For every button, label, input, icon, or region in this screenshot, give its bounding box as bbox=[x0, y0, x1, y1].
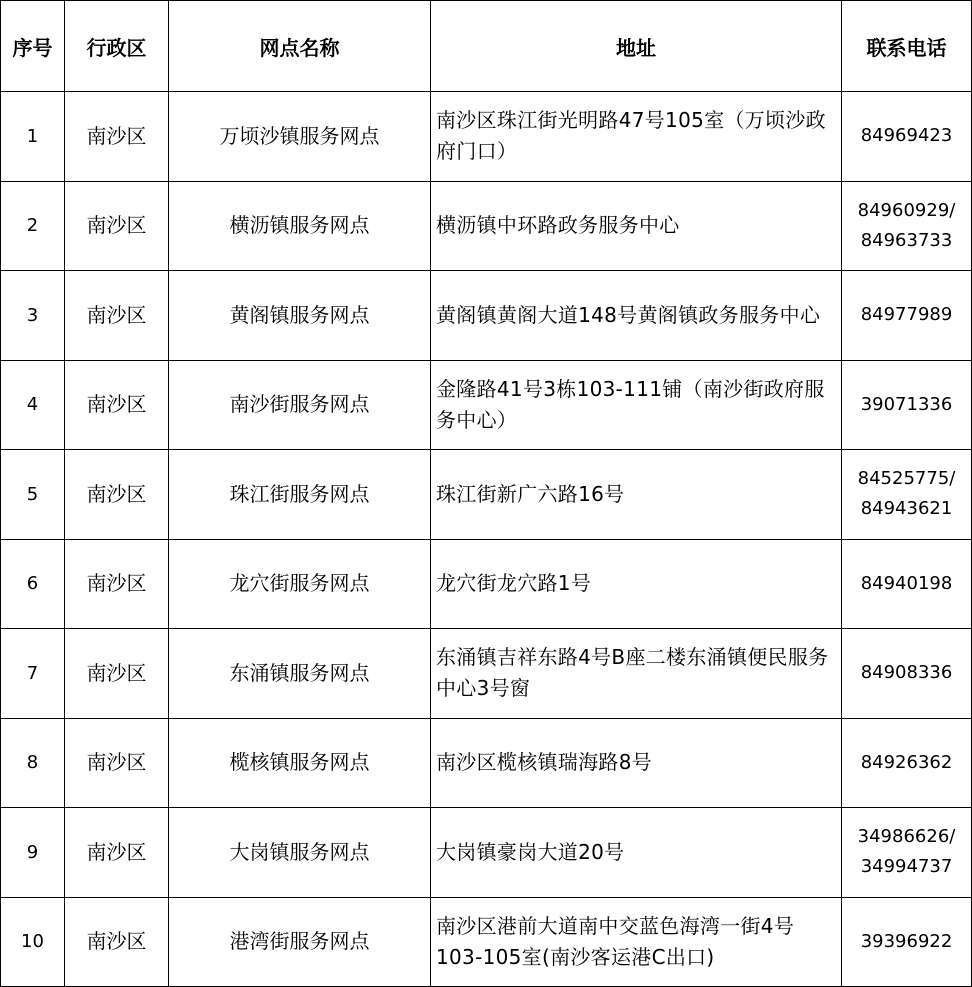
cell-address: 龙穴街龙穴路1号 bbox=[431, 539, 842, 629]
table-row bbox=[1, 629, 972, 719]
phone-number: 84943621 bbox=[860, 498, 953, 520]
header-phone: 联系电话 bbox=[842, 1, 972, 92]
cell-no: 6 bbox=[1, 539, 65, 629]
cell-no: 1 bbox=[1, 92, 65, 182]
cell-no: 4 bbox=[1, 360, 65, 450]
cell-address: 大岗镇豪岗大道20号 bbox=[431, 808, 842, 898]
cell-district: 南沙区 bbox=[65, 271, 169, 361]
cell-name: 龙穴街服务网点 bbox=[169, 539, 431, 629]
cell-name: 港湾街服务网点 bbox=[169, 897, 431, 987]
phone-number: 84963733 bbox=[860, 229, 953, 251]
cell-no: 10 bbox=[1, 897, 65, 987]
table-row bbox=[1, 181, 972, 271]
cell-phone bbox=[842, 450, 972, 540]
phone-number: 84908336 bbox=[860, 662, 953, 684]
phone-number: 84926362 bbox=[860, 751, 953, 773]
cell-address: 金隆路41号3栋103-111铺（南沙街政府服务中心） bbox=[431, 360, 842, 450]
cell-address: 南沙区港前大道南中交蓝色海湾一街4号103-105室(南沙客运港C出口) bbox=[431, 897, 842, 987]
cell-phone bbox=[842, 718, 972, 808]
phone-number: 34986626/ bbox=[857, 826, 956, 848]
cell-district: 南沙区 bbox=[65, 808, 169, 898]
phone-number: 84977989 bbox=[860, 304, 953, 326]
cell-name: 大岗镇服务网点 bbox=[169, 808, 431, 898]
phone-number: 84940198 bbox=[860, 572, 953, 594]
cell-phone bbox=[842, 271, 972, 361]
cell-address: 东涌镇吉祥东路4号B座二楼东涌镇便民服务中心3号窗 bbox=[431, 629, 842, 719]
cell-district: 南沙区 bbox=[65, 897, 169, 987]
table-body bbox=[1, 92, 972, 987]
cell-no: 8 bbox=[1, 718, 65, 808]
cell-phone bbox=[842, 181, 972, 271]
header-row bbox=[1, 1, 972, 92]
phone-number: 34994737 bbox=[860, 856, 953, 878]
phone-number: 84960929/ bbox=[857, 199, 956, 221]
cell-district: 南沙区 bbox=[65, 181, 169, 271]
cell-address: 黄阁镇黄阁大道148号黄阁镇政务服务中心 bbox=[431, 271, 842, 361]
table-row bbox=[1, 271, 972, 361]
phone-number: 39396922 bbox=[860, 930, 953, 952]
cell-address: 珠江街新广六路16号 bbox=[431, 450, 842, 540]
cell-phone bbox=[842, 539, 972, 629]
cell-no: 7 bbox=[1, 629, 65, 719]
cell-phone bbox=[842, 808, 972, 898]
cell-address: 南沙区榄核镇瑞海路8号 bbox=[431, 718, 842, 808]
cell-district: 南沙区 bbox=[65, 629, 169, 719]
table-row bbox=[1, 92, 972, 182]
cell-name: 万顷沙镇服务网点 bbox=[169, 92, 431, 182]
cell-phone bbox=[842, 92, 972, 182]
cell-district: 南沙区 bbox=[65, 360, 169, 450]
cell-name: 榄核镇服务网点 bbox=[169, 718, 431, 808]
table-row bbox=[1, 450, 972, 540]
cell-no: 9 bbox=[1, 808, 65, 898]
header-district: 行政区 bbox=[65, 1, 169, 92]
cell-name: 珠江街服务网点 bbox=[169, 450, 431, 540]
cell-name: 黄阁镇服务网点 bbox=[169, 271, 431, 361]
cell-no: 2 bbox=[1, 181, 65, 271]
cell-name: 南沙街服务网点 bbox=[169, 360, 431, 450]
table-row bbox=[1, 360, 972, 450]
cell-name: 横沥镇服务网点 bbox=[169, 181, 431, 271]
cell-address: 横沥镇中环路政务服务中心 bbox=[431, 181, 842, 271]
table-row bbox=[1, 808, 972, 898]
cell-district: 南沙区 bbox=[65, 92, 169, 182]
table-row bbox=[1, 897, 972, 987]
table-header bbox=[1, 1, 972, 92]
phone-number: 84525775/ bbox=[857, 468, 956, 490]
phone-number: 39071336 bbox=[860, 393, 953, 415]
header-address: 地址 bbox=[431, 1, 842, 92]
cell-address: 南沙区珠江街光明路47号105室（万顷沙政府门口） bbox=[431, 92, 842, 182]
cell-name: 东涌镇服务网点 bbox=[169, 629, 431, 719]
cell-district: 南沙区 bbox=[65, 718, 169, 808]
cell-no: 5 bbox=[1, 450, 65, 540]
phone-number: 84969423 bbox=[860, 125, 953, 147]
header-no: 序号 bbox=[1, 1, 65, 92]
cell-district: 南沙区 bbox=[65, 450, 169, 540]
cell-phone bbox=[842, 897, 972, 987]
table-row bbox=[1, 718, 972, 808]
header-name: 网点名称 bbox=[169, 1, 431, 92]
table-row bbox=[1, 539, 972, 629]
cell-no: 3 bbox=[1, 271, 65, 361]
cell-phone bbox=[842, 629, 972, 719]
cell-district: 南沙区 bbox=[65, 539, 169, 629]
cell-phone bbox=[842, 360, 972, 450]
